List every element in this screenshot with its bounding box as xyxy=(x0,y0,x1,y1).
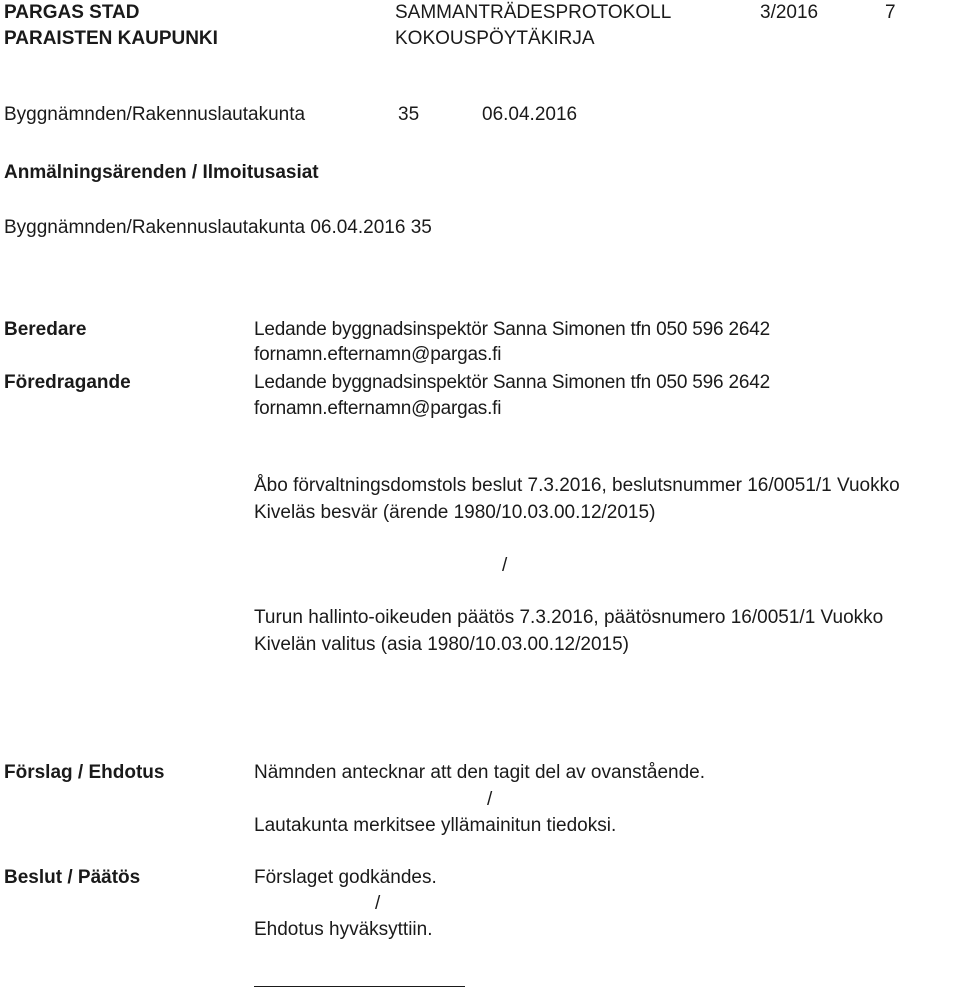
preparer-email: fornamn.efternamn@pargas.fi xyxy=(254,344,502,365)
meeting-number: 3/2016 xyxy=(760,2,819,23)
org-name-fi: PARAISTEN KAUPUNKI xyxy=(4,28,218,49)
notice-fi-line1: Turun hallinto-oikeuden päätös 7.3.2016, päätösnumero 16/0051/1 Vuokko xyxy=(254,607,884,628)
page-number: 7 xyxy=(885,2,896,23)
preparer-label: Beredare xyxy=(4,319,87,340)
presenter-label: Föredragande xyxy=(4,372,131,393)
notice-separator: / xyxy=(502,555,508,576)
preparer-line1: Ledande byggnadsinspektör Sanna Simonen tfn 050 596 2642 xyxy=(254,319,770,340)
meeting-date: 06.04.2016 xyxy=(482,104,578,125)
notice-sv-line1: Åbo förvaltningsdomstols beslut 7.3.2016, beslutsnummer 16/0051/1 Vuokko xyxy=(254,475,900,496)
presenter-line1: Ledande byggnadsinspektör Sanna Simonen tfn 050 596 2642 xyxy=(254,372,770,393)
signature-line xyxy=(254,986,465,987)
meeting-section: 35 xyxy=(398,104,420,125)
decision-sv: Förslaget godkändes. xyxy=(254,867,437,888)
doc-type-fi: KOKOUSPÖYTÄKIRJA xyxy=(395,28,595,49)
proposal-separator: / xyxy=(487,789,493,810)
presenter-email: fornamn.efternamn@pargas.fi xyxy=(254,398,502,419)
decision-fi: Ehdotus hyväksyttiin. xyxy=(254,919,433,940)
proposal-label: Förslag / Ehdotus xyxy=(4,762,165,783)
page-title: Anmälningsärenden / Ilmoitusasiat xyxy=(4,162,319,183)
org-name-sv: PARGAS STAD xyxy=(4,2,140,23)
notice-fi-line2: Kivelän valitus (asia 1980/10.03.00.12/2015) xyxy=(254,634,629,655)
doc-type-sv: SAMMANTRÄDESPROTOKOLL xyxy=(395,2,672,23)
reference-line: Byggnämnden/Rakennuslautakunta 06.04.2016 35 xyxy=(4,217,432,238)
meeting-board: Byggnämnden/Rakennuslautakunta xyxy=(4,104,306,125)
decision-separator: / xyxy=(375,893,381,914)
notice-sv-line2: Kiveläs besvär (ärende 1980/10.03.00.12/2015) xyxy=(254,502,656,523)
decision-label: Beslut / Päätös xyxy=(4,867,141,888)
proposal-fi: Lautakunta merkitsee yllämainitun tiedoksi. xyxy=(254,815,617,836)
proposal-sv: Nämnden antecknar att den tagit del av ovanstående. xyxy=(254,762,706,783)
